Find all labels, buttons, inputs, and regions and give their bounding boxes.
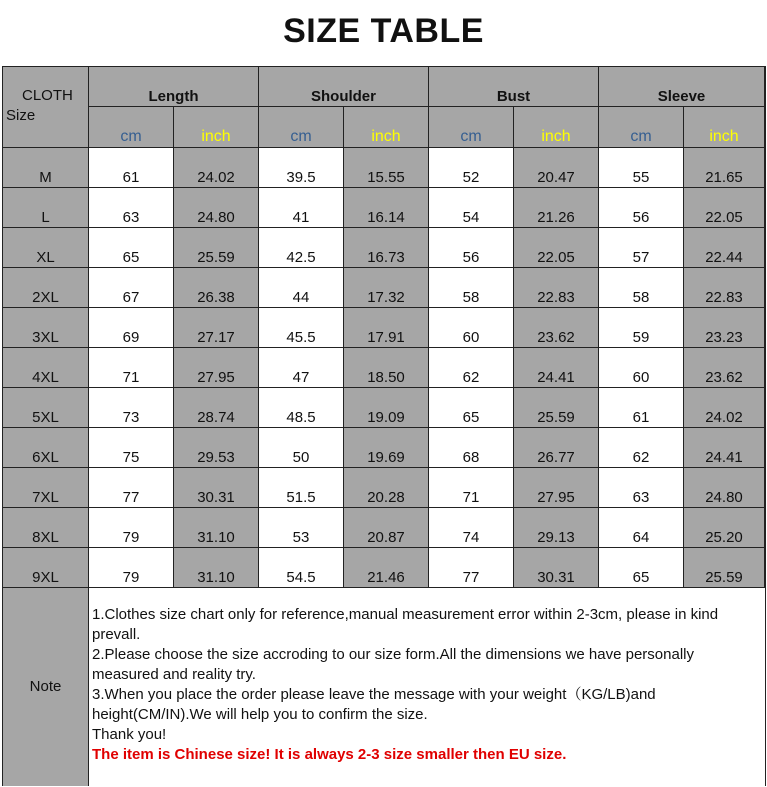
table-cell: 22.83 — [684, 268, 765, 308]
size-label: 4XL — [3, 348, 89, 388]
table-cell: 31.10 — [174, 548, 259, 588]
table-cell: 58 — [429, 268, 514, 308]
table-cell: 22.44 — [684, 228, 765, 268]
table-cell: 24.02 — [684, 388, 765, 428]
table-cell: 39.5 — [259, 148, 344, 188]
table-cell: 16.14 — [344, 188, 429, 228]
unit-inch-header: inch — [344, 107, 429, 148]
table-cell: 55 — [599, 148, 684, 188]
table-cell: 23.62 — [684, 348, 765, 388]
table-cell: 24.41 — [514, 348, 599, 388]
size-label: 2XL — [3, 268, 89, 308]
size-table — [2, 66, 766, 786]
table-cell: 53 — [259, 508, 344, 548]
table-cell: 22.83 — [514, 268, 599, 308]
size-label: 6XL — [3, 428, 89, 468]
size-label: 5XL — [3, 388, 89, 428]
table-cell: 26.38 — [174, 268, 259, 308]
note-line-4: Thank you! — [92, 726, 167, 743]
table-cell: 20.87 — [344, 508, 429, 548]
note-line-2: 2.Please choose the size accroding to our size form.All the dimensions we have personally measured and reality try. — [92, 646, 694, 683]
table-cell: 77 — [89, 468, 174, 508]
corner-size-label: Size — [6, 107, 36, 124]
table-cell: 21.26 — [514, 188, 599, 228]
table-cell: 71 — [89, 348, 174, 388]
header-bust: Bust — [429, 67, 599, 107]
table-cell: 24.41 — [684, 428, 765, 468]
page-title: SIZE TABLE — [283, 12, 484, 50]
header-sleeve: Sleeve — [599, 67, 765, 107]
table-cell: 61 — [89, 148, 174, 188]
table-cell: 20.47 — [514, 148, 599, 188]
table-cell: 67 — [89, 268, 174, 308]
table-cell: 60 — [429, 308, 514, 348]
table-cell: 17.91 — [344, 308, 429, 348]
table-cell: 31.10 — [174, 508, 259, 548]
size-label: 9XL — [3, 548, 89, 588]
unit-cm-header: cm — [429, 107, 514, 148]
table-cell: 25.59 — [174, 228, 259, 268]
table-cell: 44 — [259, 268, 344, 308]
note-body — [89, 587, 765, 786]
table-cell: 21.46 — [344, 548, 429, 588]
table-cell: 65 — [89, 228, 174, 268]
corner-cloth-label: CLOTH — [22, 87, 73, 104]
corner-header — [3, 67, 89, 148]
table-cell: 22.05 — [684, 188, 765, 228]
table-cell: 23.62 — [514, 308, 599, 348]
table-cell: 57 — [599, 228, 684, 268]
table-cell: 17.32 — [344, 268, 429, 308]
unit-inch-header: inch — [684, 107, 765, 148]
note-line-3: 3.When you place the order please leave the message with your weight（KG/LB)and height(CM/IN).We will help you to confirm the size. — [92, 686, 656, 723]
table-cell: 56 — [429, 228, 514, 268]
table-cell: 62 — [599, 428, 684, 468]
size-label: XL — [3, 228, 89, 268]
table-cell: 62 — [429, 348, 514, 388]
size-label: 8XL — [3, 508, 89, 548]
table-cell: 54 — [429, 188, 514, 228]
table-cell: 63 — [599, 468, 684, 508]
size-label: 3XL — [3, 308, 89, 348]
table-cell: 51.5 — [259, 468, 344, 508]
table-cell: 74 — [429, 508, 514, 548]
table-cell: 27.17 — [174, 308, 259, 348]
table-cell: 29.13 — [514, 508, 599, 548]
header-shoulder: Shoulder — [259, 67, 429, 107]
unit-inch-header: inch — [514, 107, 599, 148]
table-cell: 54.5 — [259, 548, 344, 588]
table-cell: 15.55 — [344, 148, 429, 188]
table-cell: 24.80 — [174, 188, 259, 228]
table-cell: 60 — [599, 348, 684, 388]
title-bar — [0, 0, 767, 66]
table-cell: 30.31 — [514, 548, 599, 588]
table-cell: 28.74 — [174, 388, 259, 428]
header-length: Length — [89, 67, 259, 107]
table-cell: 61 — [599, 388, 684, 428]
unit-cm-header: cm — [259, 107, 344, 148]
table-cell: 79 — [89, 548, 174, 588]
table-cell: 25.59 — [684, 548, 765, 588]
note-line-1: 1.Clothes size chart only for reference,manual measurement error within 2-3cm, please in kind prevall. — [92, 606, 719, 643]
size-label: M — [3, 148, 89, 188]
table-cell: 73 — [89, 388, 174, 428]
table-cell: 21.65 — [684, 148, 765, 188]
table-cell: 64 — [599, 508, 684, 548]
note-warning: The item is Chinese size! It is always 2-3 size smaller then EU size. — [92, 746, 567, 763]
table-cell: 45.5 — [259, 308, 344, 348]
table-cell: 26.77 — [514, 428, 599, 468]
table-cell: 68 — [429, 428, 514, 468]
table-cell: 75 — [89, 428, 174, 468]
table-cell: 19.09 — [344, 388, 429, 428]
table-cell: 50 — [259, 428, 344, 468]
table-cell: 41 — [259, 188, 344, 228]
table-cell: 24.80 — [684, 468, 765, 508]
table-cell: 20.28 — [344, 468, 429, 508]
table-cell: 65 — [429, 388, 514, 428]
table-cell: 18.50 — [344, 348, 429, 388]
unit-cm-header: cm — [599, 107, 684, 148]
unit-inch-header: inch — [174, 107, 259, 148]
table-cell: 30.31 — [174, 468, 259, 508]
table-cell: 79 — [89, 508, 174, 548]
table-cell: 48.5 — [259, 388, 344, 428]
size-label: 7XL — [3, 468, 89, 508]
table-cell: 52 — [429, 148, 514, 188]
table-cell: 16.73 — [344, 228, 429, 268]
unit-cm-header: cm — [89, 107, 174, 148]
table-cell: 23.23 — [684, 308, 765, 348]
table-cell: 59 — [599, 308, 684, 348]
table-cell: 22.05 — [514, 228, 599, 268]
table-cell: 25.59 — [514, 388, 599, 428]
table-cell: 69 — [89, 308, 174, 348]
table-cell: 58 — [599, 268, 684, 308]
size-label: L — [3, 188, 89, 228]
table-cell: 25.20 — [684, 508, 765, 548]
table-cell: 77 — [429, 548, 514, 588]
table-cell: 65 — [599, 548, 684, 588]
table-cell: 56 — [599, 188, 684, 228]
table-cell: 27.95 — [174, 348, 259, 388]
table-cell: 63 — [89, 188, 174, 228]
table-cell: 27.95 — [514, 468, 599, 508]
table-cell: 47 — [259, 348, 344, 388]
table-cell: 24.02 — [174, 148, 259, 188]
table-cell: 71 — [429, 468, 514, 508]
table-cell: 29.53 — [174, 428, 259, 468]
note-label: Note — [3, 587, 89, 786]
table-cell: 19.69 — [344, 428, 429, 468]
table-cell: 42.5 — [259, 228, 344, 268]
